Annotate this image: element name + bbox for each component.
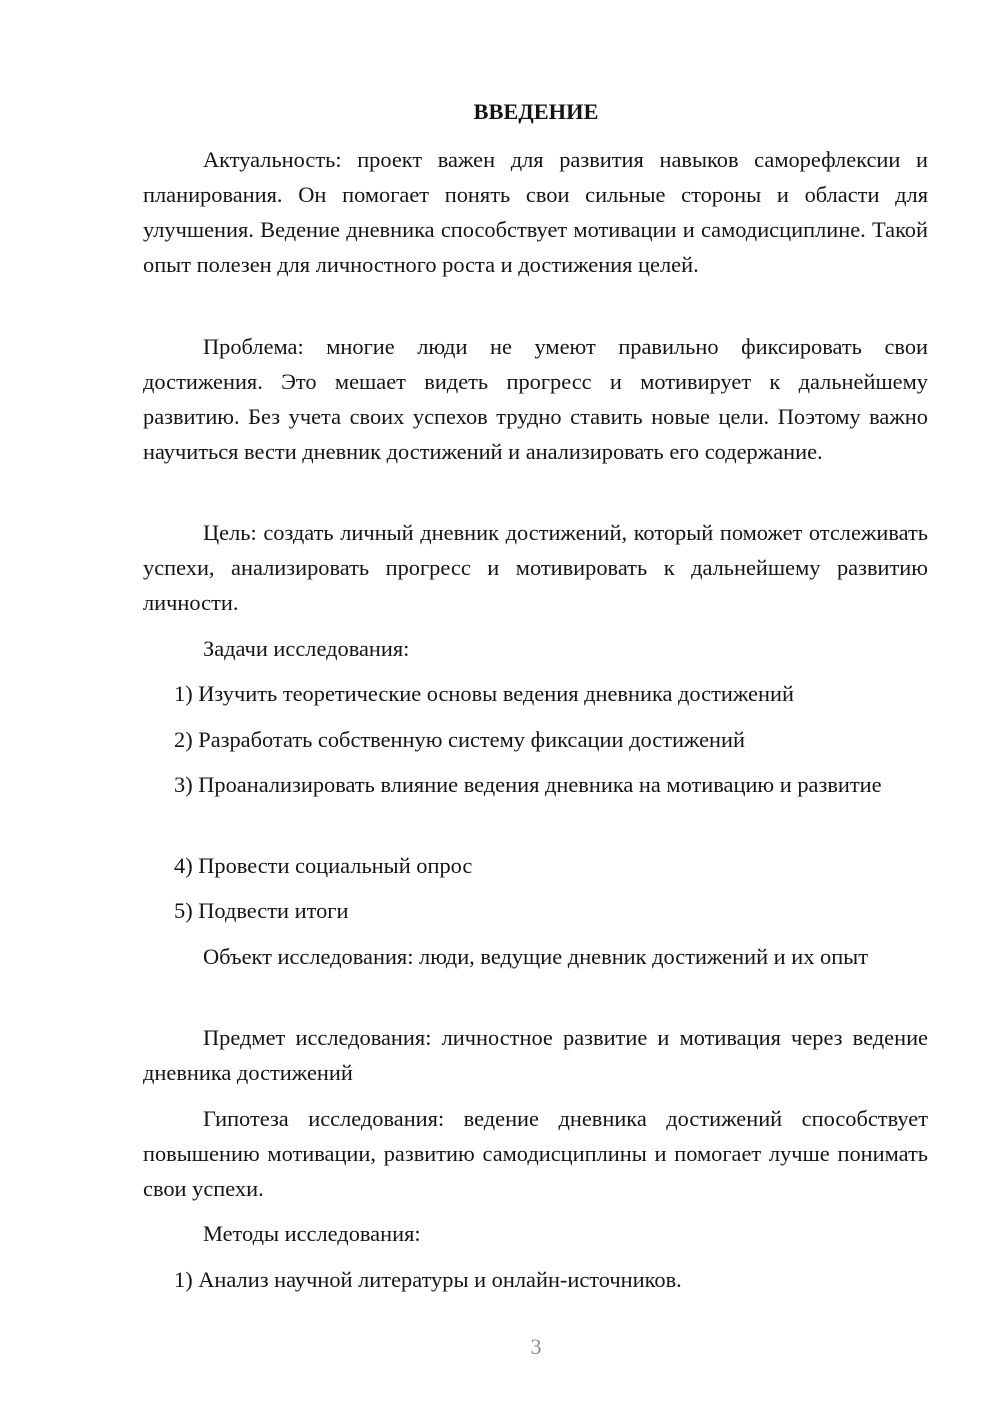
subject-paragraph: Предмет исследования: личностное развитие и мотивация через ведение дневника достижений (143, 1025, 928, 1085)
section-heading: ВВЕДЕНИЕ (473, 99, 599, 124)
methods-label: Методы исследования: (203, 1221, 421, 1246)
tasks-label: Задачи исследования: (203, 636, 410, 661)
object-paragraph: Объект исследования: люди, ведущие дневник достижений и их опыт (203, 944, 869, 969)
page-number: 3 (530, 1334, 542, 1359)
goal-paragraph: Цель: создать личный дневник достижений, который поможет отслеживать успехи, анализировать прогресс и мотивировать к дальнейшему развитию личности. (143, 520, 928, 615)
task-item-1: 1) Изучить теоретические основы ведения дневника достижений (174, 681, 794, 706)
method-item-1: 1) Анализ научной литературы и онлайн-источников. (174, 1267, 682, 1292)
task-item-5: 5) Подвести итоги (174, 898, 349, 923)
problem-paragraph: Проблема: многие люди не умеют правильно фиксировать свои достижения. Это мешает видеть прогресс и мотивирует к дальнейшему развитию. Без учета своих успехов трудно ставить новые цели. Поэтому важно научиться вести дневник достижений и анализировать его содержание. (143, 334, 928, 464)
hypothesis-paragraph: Гипотеза исследования: ведение дневника достижений способствует повышению мотивации, развитию самодисциплины и помогает лучше понимать свои успехи. (143, 1106, 928, 1201)
task-item-4: 4) Провести социальный опрос (174, 853, 473, 878)
actuality-paragraph: Актуальность: проект важен для развития навыков саморефлексии и планирования. Он помогает понять свои сильные стороны и области для улучшения. Ведение дневника способствует мотивации и самодисциплине. Такой опыт полезен для личностного роста и достижения целей. (143, 147, 928, 277)
task-item-3: 3) Проанализировать влияние ведения дневника на мотивацию и развитие (174, 772, 882, 797)
task-item-2: 2) Разработать собственную систему фиксации достижений (174, 727, 745, 752)
